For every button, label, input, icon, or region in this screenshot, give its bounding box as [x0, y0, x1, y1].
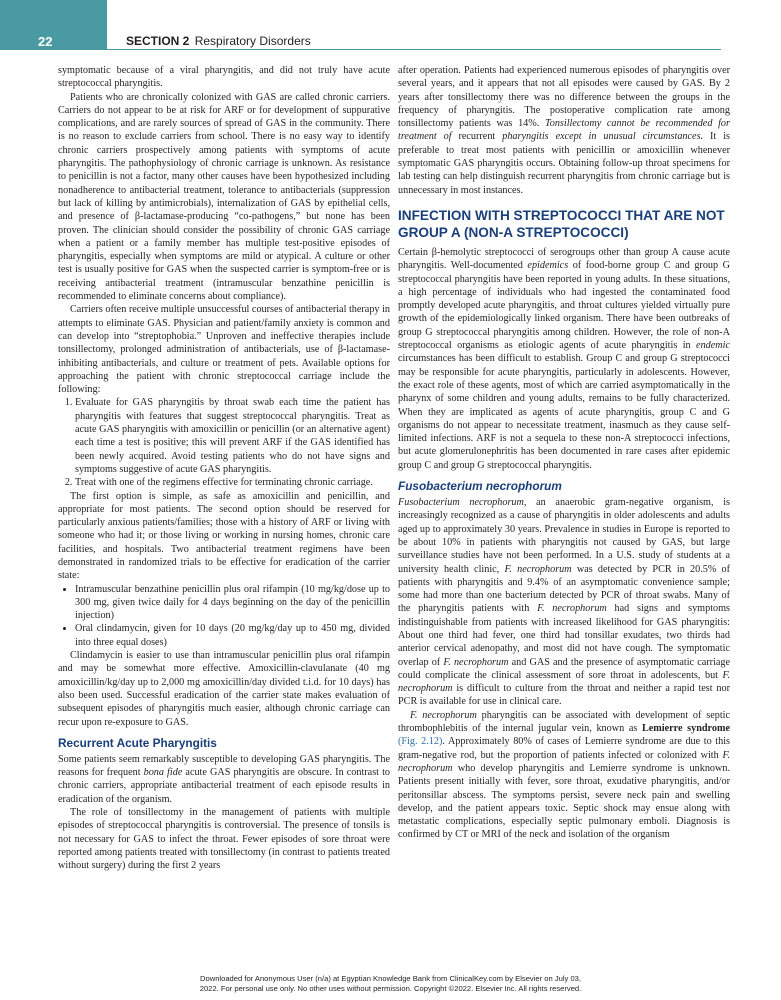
page-tab — [0, 0, 107, 50]
paragraph: The role of tonsillectomy in the management of patients with multiple episodes of streptococcal pharyngitis is controversial. The presence of tonsils is not necessary for GAS to infect the throat. Fewer episodes of sore throat were reported among patients treated with tonsillectomy (in contrast to patients treated without surgery) during the first 2 years — [58, 807, 390, 872]
list-item: • Oral clindamycin, given for 10 days (20 mg/kg/day up to 450 mg, divided into three equal doses) — [75, 622, 390, 649]
paragraph: Patients who are chronically colonized with GAS are called chronic carriers. Carriers do not appear to be at risk for ARF or for development of suppurative complications, and are rarely sources of spread of GAS in the community. There is no reason to exclude carriers from school. There is no easy way to identify chronic carriers prospectively among patients with symptoms of acute pharyngitis. The pathophysiology of chronic carriage is unknown. As resistance to penicillin is not a factor, many other causes have been hypothesized including nonadherence to antibacterial treatment, tolerance to antibacterials (suppression but lack of killing by antimicrobials), internalization of GAS by epithelial cells, and presence of β-lactamase-producing “co-pathogens,” but none has been proven. The clinician should consider the possibility of chronic GAS carriage when a patient or a family member has multiple test-positive episodes of pharyngitis, especially when symptoms are mild or atypical. A culture or other test is usually positive for GAS when the suspected carrier is symptom-free or is receiving antibacterial treatment (intramuscular benzathine penicillin is recommended to eliminate concerns about compliance). — [58, 91, 390, 303]
paragraph: Some patients seem remarkably susceptible to developing GAS pharyngitis. The reasons for frequent bona fide acute GAS pharyngitis are obscure. In contrast to chronic carriers, appropriate antibacterial treatment of each episode results in eradication of the organism. — [58, 753, 390, 805]
figure-link[interactable]: (Fig. 2.12) — [398, 736, 443, 748]
regimen-list — [58, 583, 390, 649]
header-rule — [107, 49, 721, 50]
paragraph: Clindamycin is easier to use than intramuscular penicillin plus oral rifampin and may be somewhat more effective. Amoxicillin-clavulanate (40 mg amoxicillin/kg/day up to 2,000 mg amoxicillin/day divided t.i.d. for 10 days) has also been used. Successful eradication of the carrier state makes evaluation of subsequent episodes of pharyngitis much easier, although chronic carriage can recur upon re-exposure to GAS. — [58, 650, 390, 728]
footer-line: 2022. For personal use only. No other uses without permission. Copyright ©2022. Elsevier Inc. All rights reserved. — [199, 984, 582, 993]
paragraph: after operation. Patients had experienced numerous episodes of pharyngitis over several years, and it appears that not all episodes were caused by GAS. By 2 years after tonsillectomy there was no difference between the groups in the frequency of pharyngitis. The postoperative complication rate among tonsillectomy patients was 14%. Tonsillectomy cannot be recommended for treatment of recurrent pharyngitis except in unusual circumstances. It is preferable to treat most patients with penicillin or amoxicillin whenever symptomatic GAS pharyngitis occurs. Obtaining follow-up throat specimens for lab testing can help distinguish recurrent pharyngitis from chronic carriage but is unnecessary in most instances. — [398, 65, 730, 196]
running-header — [126, 34, 311, 48]
subheading-fusobacterium: Fusobacterium necrophorum — [398, 479, 562, 494]
list-item: 1. Evaluate for GAS pharyngitis by throat swab each time the patient has pharyngitis with features that suggest streptococcal pharyngitis. Treat as acute GAS pharyngitis with amoxicillin or penicillin (or an alternative agent) each time a test is positive; this will prevent ARF if the GAS identified has been newly acquired. Avoid testing patients who do not have signs and symptoms suggestive of acute GAS pharyngitis. — [75, 396, 390, 476]
list-item: 2. Treat with one of the regimens effective for terminating chronic carriage. — [75, 476, 390, 489]
heading-infection-non-a: INFECTION WITH STREPTOCOCCI THAT ARE NOT GROUP A (NON-A STREPTOCOCCI) — [398, 207, 725, 240]
paragraph: The first option is simple, as safe as amoxicillin and penicillin, and appropriate for most patients. The second option should be reserved for particularly anxious patients/families; those with a history of ARF or living with someone who had it; or those living or working in nursing homes, chronic care facilities, and hospitals. Two antibacterial treatment regimens have been demonstrated in randomized trials to be effective for eradication of the carrier state: — [58, 490, 390, 582]
footer-line: Downloaded for Anonymous User (n/a) at Egyptian Knowledge Bank from ClinicalKey.com by Elsevier on July 03, — [200, 974, 581, 983]
paragraph: Carriers often receive multiple unsuccessful courses of antibacterial therapy in attempts to eliminate GAS. Physician and patient/family anxiety is common and can develop into “streptophobia.” Unproven and ineffective therapies include tonsillectomy, prolonged administration of antibacterials, use of β-lactamase-inhibiting antibacterials, and culture or treatment of pets. Available options for approaching the patient with chronic streptococcal carriage include the following: — [58, 304, 390, 396]
options-list — [58, 396, 390, 489]
paragraph: Fusobacterium necrophorum, an anaerobic gram-negative organism, is increasingly recognized as a cause of pharyngitis in older adolescents and adults aged up to approximately 30 years. Prevalence in studies in Europe is reported to be about 10% in patients with pharyngitis not caused by GAS, but large surveillance studies have not been performed. In a U.S. study of students at a university health clinic, F. necrophorum was detected by PCR in 20.5% of patients with pharyngitis and 9.4% of an asymptomatic convenience sample; some had more than one bacterium detected by PCR of throat swabs. Many of the pharyngitis patients with F. necrophorum had signs and symptoms indistinguishable from patients with increased likelihood for GAS pharyngitis: About one third had fever, one third had tonsillar exudates, two thirds had anterior cervical adenopathy, and most did not have cough. The symptomatic overlap of F. necrophorum and GAS and the presence of asymptomatic carriage could complicate the clinical assessment of sore throat in adolescents, but F. necrophorum is difficult to culture from the throat and neither a rapid test nor PCR is available for use in clinical care. — [398, 497, 731, 708]
paragraph: symptomatic because of a viral pharyngitis, and did not truly have acute streptococcal pharyngitis. — [58, 65, 390, 90]
subheading-recurrent: Recurrent Acute Pharyngitis — [58, 735, 217, 750]
page-number: 22 — [38, 34, 53, 49]
list-item: • Intramuscular benzathine penicillin plus oral rifampin (10 mg/kg/dose up to 300 mg, given twice daily for 4 days beginning on the day of the penicillin injection) — [75, 583, 390, 623]
left-column — [58, 64, 390, 873]
download-notice — [0, 974, 781, 994]
paragraph: Certain β-hemolytic streptococci of serogroups other than group A cause acute pharyngitis. Well-documented epidemics of food-borne group C and group G streptococcal pharyngitis have been reported in young adults. In these situations, a high percentage of individuals who had ingested the contaminated food promptly developed acute pharyngitis, and throat cultures yielded virtually pure growth of the epidemiologically linked organism. There have been outbreaks of group G streptococcal pharyngitis among children. However, the role of non-A streptococcal organisms as etiologic agents of acute pharyngitis in endemic circumstances has been difficult to establish. Group C and group G streptococci may be responsible for acute pharyngitis, particularly in adolescents. However, the exact role of these agents, most of which are carried asymptomatically in the pharynx of some children and young adults, remains to be fully characterized. When they are implicated as agents of acute pharyngitis, group C and G organisms do not appear to necessitate treatment, inasmuch as they cause self-limited infections. ARF is not a sequela to these non-A streptococci infections, but acute glomerulonephritis has been documented in rare cases after epidemic group C and group G streptococcal pharyngitis. — [398, 246, 730, 471]
section-label: SECTION 2 — [126, 34, 190, 48]
section-title: Respiratory Disorders — [194, 34, 311, 48]
paragraph: F. necrophorum pharyngitis can be associated with development of septic thrombophlebitis of the internal jugular vein, known as Lemierre syndrome (Fig. 2.12). Approximately 80% of cases of Lemierre syndrome are due to this gram-negative rod, but the proportion of patients infected or colonized with F. necrophorum who develop pharyngitis and Lemierre syndrome is unknown. Patients present initially with fever, sore throat, exudative pharyngitis, and/or peritonsillar abscess. The symptoms persist, severe neck pain and swelling develop, and the patient appears toxic. Septic shock may ensue along with metastatic complications, especially septic pulmonary emboli. Diagnosis is confirmed by CT or MRI of the neck and isolation of the organism — [398, 709, 731, 841]
right-column — [398, 64, 730, 842]
